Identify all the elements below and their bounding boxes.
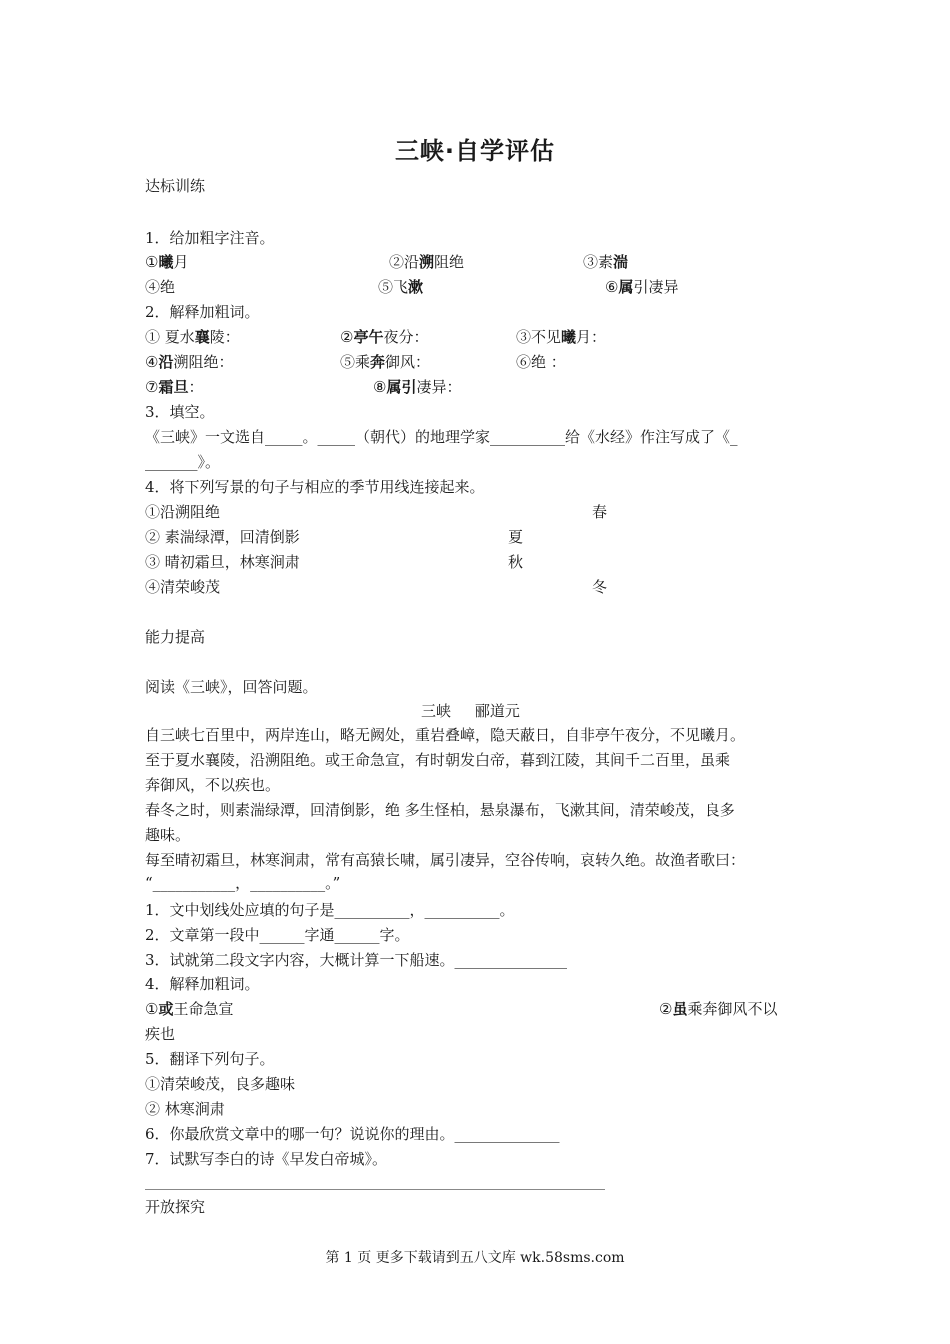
reading-line: 至于夏水襄陵，沿溯阻绝。或王命急宣，有时朝发白帝，暮到江陵，其间千二百里，虽乘 [145,751,731,769]
q4-season: 秋 [508,553,524,571]
question-1-heading: 1．给加粗字注音。 [145,229,275,247]
q2-item-5: ⑤乘奔御风： [340,353,431,371]
q1-item-5: ⑤飞漱 [378,278,424,296]
reading-line: 每至晴初霜旦，林寒涧肃，常有高猿长啸，属引凄异，空谷传响，哀转久绝。故渔者歌曰： [145,851,746,869]
q4-season: 夏 [508,528,524,546]
reading-line: 自三峡七百里中，两岸连山，略无阙处，重岩叠嶂，隐天蔽日，自非亭午夜分，不见曦月。 [145,726,746,744]
q2-item-8: ⑧属引凄异： [373,378,462,396]
q4-item: ③ 晴初霜旦，林寒涧肃 [145,553,300,571]
rq5-item-2: ② 林寒涧肃 [145,1100,225,1118]
question-2-heading: 2．解释加粗词。 [145,303,260,321]
reading-line: “___________，__________。” [145,874,341,892]
rq4-item-2: ②虽乘奔御风不以 [659,1000,778,1018]
page-title: 三峡·自学评估 [394,137,556,165]
q4-item: ④清荣峻茂 [145,578,221,596]
section-heading: 开放探究 [145,1198,206,1216]
q1-item-2: ②沿溯阻绝 [389,253,465,271]
q3-line-2: _______》。 [145,453,221,471]
q2-item-1: ① 夏水襄陵： [145,328,240,346]
question-4-heading: 4．将下列写景的句子与相应的季节用线连接起来。 [145,478,485,496]
rq4-item-1: ①或王命急宣 [145,1000,234,1018]
q4-season: 春 [592,503,608,521]
page-footer: 第 1 页 更多下载请到五八文库 wk.58sms.com [325,1250,625,1266]
reading-question-7: 7．试默写李白的诗《早发白帝城》。 [145,1150,388,1168]
q2-item-7: ⑦霜旦： [145,378,204,396]
section-heading: 达标训练 [145,177,206,195]
q1-item-3: ③素湍 [583,253,629,271]
reading-question-3: 3．试就第二段文字内容，大概计算一下船速。_______________ [145,951,568,969]
rq5-item-1: ①清荣峻茂，良多趣味 [145,1075,296,1093]
reading-line: 奔御风，不以疾也。 [145,776,281,794]
q4-item: ② 素湍绿潭，回清倒影 [145,528,300,546]
answer-line-divider [145,1189,605,1190]
reading-question-1: 1．文中划线处应填的句子是__________，__________。 [145,901,515,919]
q2-item-6: ⑥绝 ： [516,353,566,371]
reading-question-4: 4．解释加粗词。 [145,975,260,993]
reading-intro: 阅读《三峡》，回答问题。 [145,678,318,696]
q3-line-1: 《三峡》一文选自_____。_____（朝代）的地理学家__________给《水经》作注写成了《_ [145,428,738,446]
rq4-item-2-cont: 疾也 [145,1025,176,1043]
reading-question-2: 2．文章第一段中______字通______字。 [145,926,410,944]
reading-heading: 三峡 郦道元 [421,702,520,720]
q1-item-4: ④绝 [145,278,176,296]
q4-season: 冬 [592,578,608,596]
question-3-heading: 3．填空。 [145,403,215,421]
reading-line: 趣味。 [145,826,191,844]
reading-line: 春冬之时，则素湍绿潭，回清倒影，绝 多生怪柏，悬泉瀑布，飞漱其间，清荣峻茂，良多 [145,801,735,819]
reading-question-5: 5．翻译下列句子。 [145,1050,275,1068]
reading-question-6: 6．你最欣赏文章中的哪一句？说说你的理由。______________ [145,1125,560,1143]
q4-item: ①沿溯阻绝 [145,503,221,521]
q2-item-4: ④沿溯阻绝： [145,353,234,371]
q1-item-1: ①曦月 [145,253,189,271]
q2-item-3: ③不见曦月： [516,328,607,346]
q2-item-2: ②亭午夜分： [340,328,429,346]
q1-item-6: ⑥属引凄异 [605,278,679,296]
section-heading: 能力提高 [145,628,206,646]
